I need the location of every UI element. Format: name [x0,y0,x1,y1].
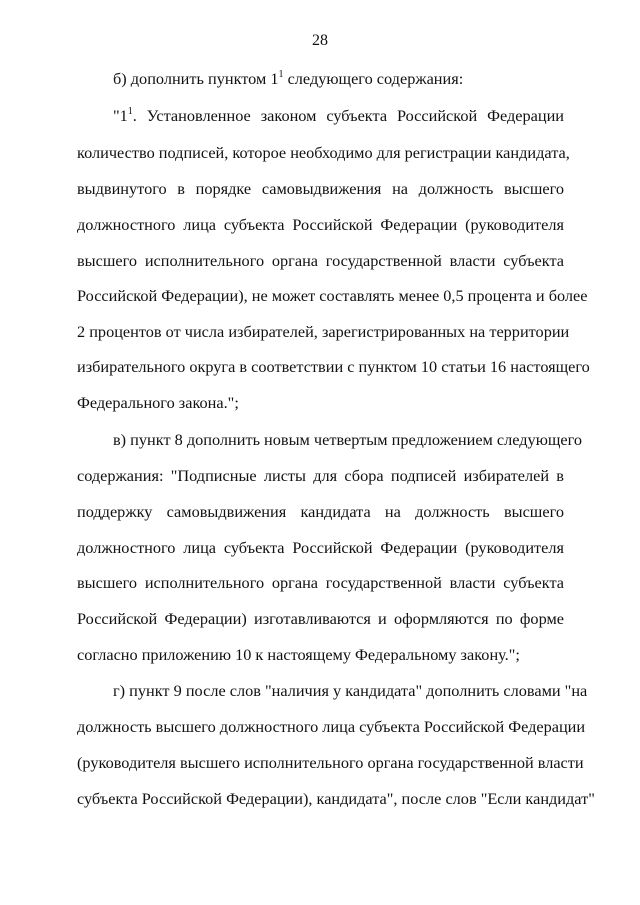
text-line: избирательного округа в соответствии с пунктом 10 статьи 16 настоящего [77,357,590,376]
text-line: 2 процентов от числа избирателей, зарегистрированных на территории [77,322,570,341]
text-line: должностного лица субъекта Российской Федерации (руководителя [77,538,564,557]
text-line: Российской Федерации), не может составлять менее 0,5 процента и более [77,286,588,305]
text-line: "$1^1$. Установленное законом субъекта Российской Федерации [113,105,564,125]
text-line: выдвинутого в порядке самовыдвижения на должность высшего [77,179,564,198]
text-line: количество подписей, которое необходимо для регистрации кандидата, [77,143,570,162]
text-line: согласно приложению 10 к настоящему Федеральному закону."; [77,645,520,664]
text-line: должность высшего должностного лица субъекта Российской Федерации [77,717,586,736]
text-line: должностного лица субъекта Российской Федерации (руководителя [77,215,564,234]
text-line: высшего исполнительного органа государственной власти субъекта [77,251,564,270]
text-line: Федерального закона."; [77,393,239,412]
text-line: б) дополнить пунктом $1^1$ следующего содержания: [113,68,464,88]
text-line: содержания: "Подписные листы для сбора подписей избирателей в [77,466,564,485]
text-line: (руководителя высшего исполнительного органа государственной власти [77,753,584,772]
text-line: г) пункт 9 после слов "наличия у кандидата" дополнить словами "на [113,681,588,700]
text-line: Российской Федерации) изготавливаются и оформляются по форме [77,609,564,628]
text-line: в) пункт 8 дополнить новым четвертым предложением следующего [113,430,583,449]
text-line: высшего исполнительного органа государственной власти субъекта [77,573,564,592]
page-number: 28 [312,32,328,49]
text-line: субъекта Российской Федерации), кандидата", после слов "Если кандидат" [77,789,595,808]
text-line: поддержку самовыдвижения кандидата на должность высшего [77,502,564,521]
